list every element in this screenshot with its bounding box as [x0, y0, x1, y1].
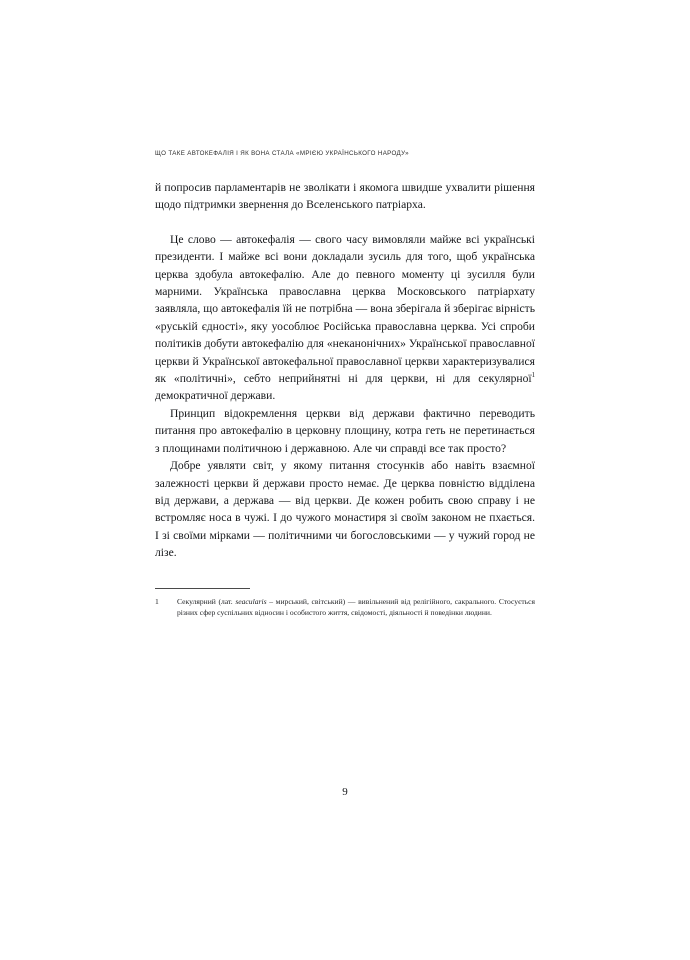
paragraph-spacer [155, 214, 535, 231]
footnote-marker: 1 [155, 596, 159, 606]
page-content [155, 150, 535, 798]
paragraph-continuation: й попросив парламентарів не зволікати і якомога швидше ухвалити рішення щодо підтримки звернення до Вселенського патріарха. [155, 181, 535, 212]
paragraph-2: Принцип відокремлення церкви від держави фактично переводить питання про автокефалію в церковну площину, котра геть не перетинається з площинами політичною і державною. Але чи справді все так просто? [155, 406, 535, 455]
footnote-text-after: – мирський, світський) — вивільнений від релігійного, сакрального. Стосується різних сфер суспільних відносин і особистого життя, свідомості, діяльності й поведінки людини. [177, 596, 535, 617]
running-head: ЩО ТАКЕ АВТОКЕФАЛІЯ І ЯК ВОНА СТАЛА «МРІЄЮ УКРАЇНСЬКОГО НАРОДУ» [155, 150, 409, 157]
body-text [155, 179, 535, 562]
footnote [155, 596, 535, 619]
footnote-divider [155, 588, 250, 589]
paragraph-1-text: Це слово — автокефалія — свого часу вимовляли майже всі українські президенти. І майже всі вони докладали зусиль для того, щоб українська церква здобула автокефалію. Але до певного моменту ці зусилля були марними. Українська православна церква Московського патріархату заявляла, що автокефалія їй не потрібна — вона зберігала й зберігає вірність «руській єдності», яку уособлює Російська православна церква. Усі спроби політиків добути автокефалію для «неканонічних» Української православної церкви й Української автокефальної православної церкви характеризувалися як «політичні», себто неприйнятні ні для церкви, ні для секулярної [155, 232, 535, 386]
footnote-italic-term: seacularis [235, 596, 267, 606]
paragraph-3: Добре уявляти світ, у якому питання стосунків або навіть взаємної залежності церкви й держави просто немає. Де церква повністю відділена від держави, а держава — від церкви. Де кожен робить свою справу і не встромляє носа в чужі. І до чужого монастиря зі своїм законом не пхається. І зі своїми мірками — політичними чи богословськими — у чужий город не лізе. [155, 459, 535, 560]
page-number: 9 [342, 786, 348, 798]
paragraph-1-tail: демократичної держави. [155, 389, 276, 403]
paragraph-1 [155, 231, 535, 405]
footnote-reference: 1 [531, 372, 535, 380]
footnote-text-before: Секулярний (лат. [177, 596, 236, 606]
